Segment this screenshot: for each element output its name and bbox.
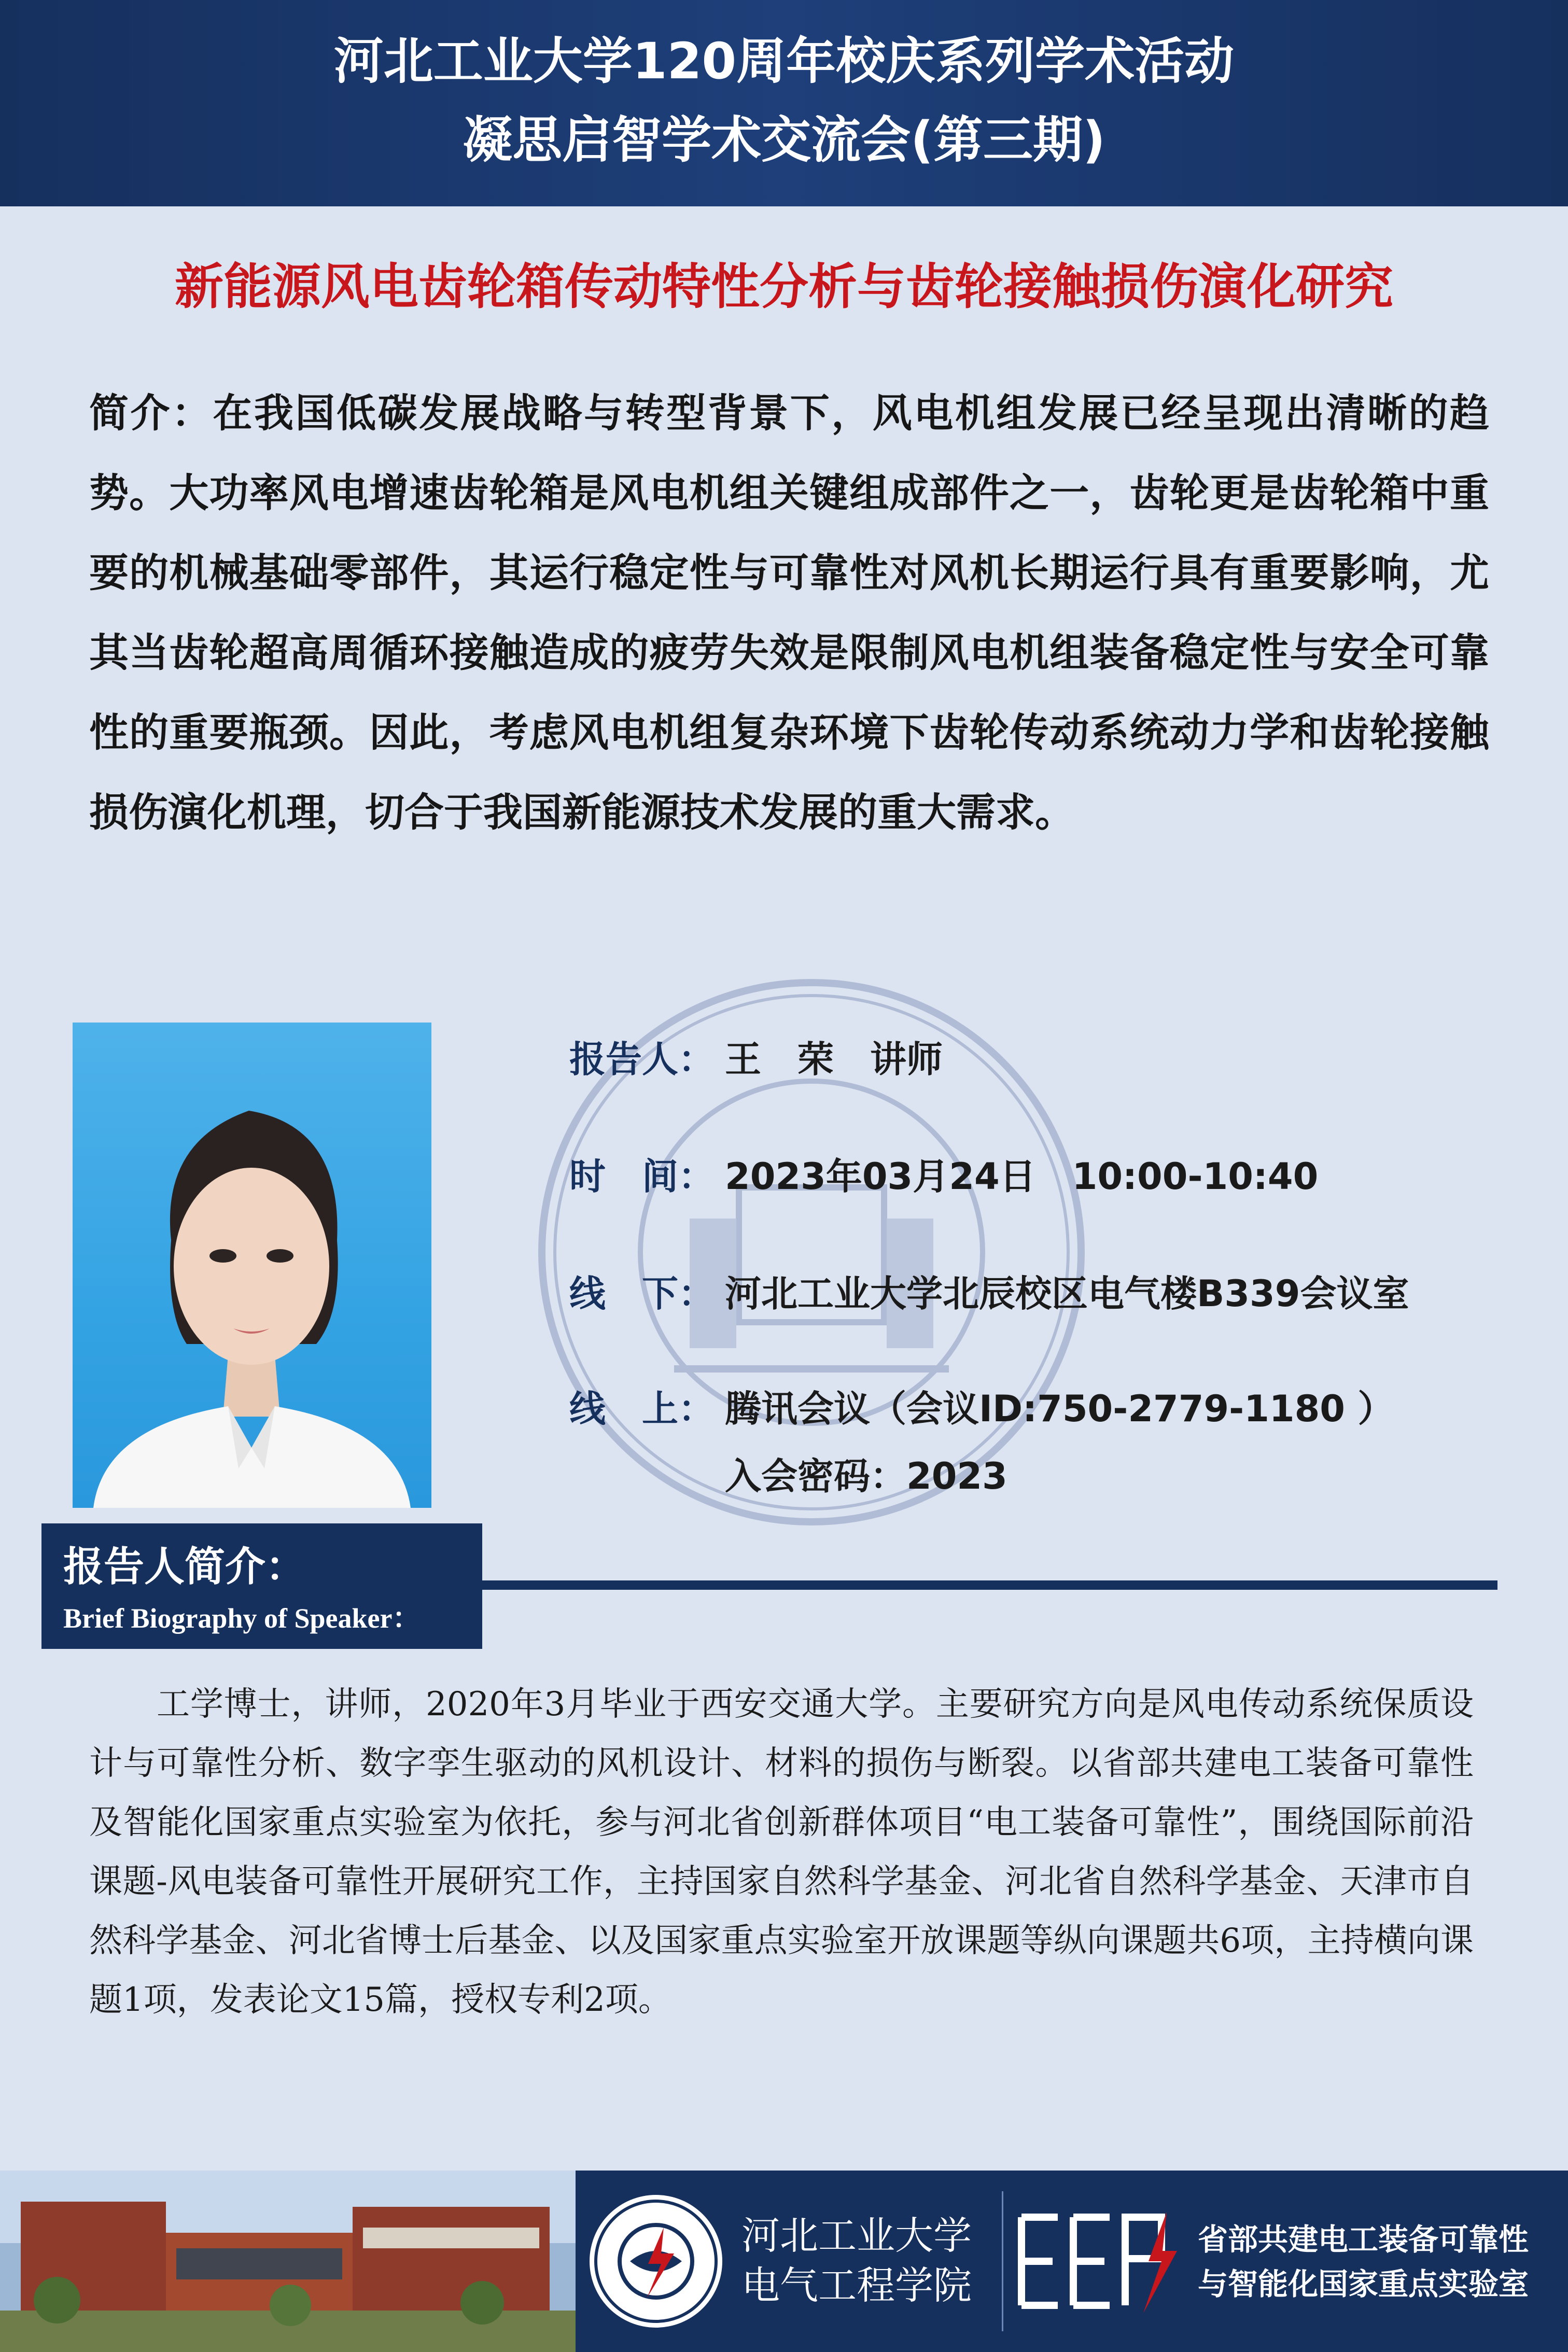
speaker-photo (73, 1023, 431, 1508)
time-value: 2023年03月24日 10:00-10:40 (725, 1155, 1319, 1198)
meeting-password: 入会密码：2023 (725, 1455, 1007, 1497)
bio-heading-tab (41, 1523, 482, 1649)
offline-label: 线 下： (569, 1272, 715, 1315)
speaker-value: 王 荣 讲师 (725, 1038, 943, 1081)
event-series-title: 河北工业大学120周年校庆系列学术活动 (333, 32, 1235, 90)
event-title: 凝思启智学术交流会(第三期) (463, 111, 1105, 169)
info-speaker (569, 1036, 1503, 1083)
college-name-line2: 电气工程学院 (741, 2263, 972, 2308)
info-time (569, 1153, 1503, 1200)
bio-divider (482, 1580, 1497, 1590)
footer-divider (1002, 2191, 1003, 2331)
info-offline (569, 1270, 1503, 1317)
college-name-line1: 河北工业大学 (741, 2214, 972, 2258)
lab-name-line1: 省部共建电工装备可靠性 (1198, 2222, 1529, 2257)
speaker-label: 报告人： (569, 1038, 715, 1081)
footer-banner (0, 2171, 1568, 2352)
lab-name (1198, 2217, 1529, 2306)
online-label: 线 上： (569, 1388, 715, 1430)
eer-lab-logo-icon (1011, 2202, 1182, 2321)
bio-heading-en: Brief Biography of Speaker： (63, 1603, 421, 1634)
speaker-bio: 工学博士，讲师，2020年3月毕业于西安交通大学。主要研究方向是风电传动系统保质设计与可靠性分析、数字孪生驱动的风机设计、材料的损伤与断裂。以省部共建电工装备可靠性及智能化国家重点实验室为依托，参与河北省创新群体项目“电工装备可靠性”，围绕国际前沿课题-风电装备可靠性开展研究工作，主持国家自然科学基金、河北省自然科学基金、天津市自然科学基金、河北省博士后基金、以及国家重点实验室开放课题等纵向课题共6项，主持横向课题1项，发表论文15篇，授权专利2项。 (89, 1685, 1474, 2019)
offline-value: 河北工业大学北辰校区电气楼B339会议室 (725, 1272, 1409, 1315)
talk-title: 新能源风电齿轮箱传动特性分析与齿轮接触损伤演化研究 (174, 259, 1393, 315)
time-label: 时 间： (569, 1155, 715, 1198)
bio-heading-zh: 报告人简介： (63, 1544, 306, 1590)
campus-building-image (0, 2171, 576, 2352)
college-name (741, 2211, 972, 2311)
lab-name-line2: 与智能化国家重点实验室 (1198, 2266, 1529, 2302)
info-password (569, 1453, 1503, 1500)
header-banner (0, 0, 1568, 206)
talk-intro: 简介：在我国低碳发展战略与转型背景下，风电机组发展已经呈现出清晰的趋势。大功率风电增速齿轮箱是风电机组关键组成部件之一，齿轮更是齿轮箱中重要的机械基础零部件，其运行稳定性与可靠性对风机长期运行具有重要影响，尤其当齿轮超高周循环接触造成的疲劳失效是限制风电机组装备稳定性与安全可靠性的重要瓶颈。因此，考虑风电机组复杂环境下齿轮传动系统动力学和齿轮接触损伤演化机理，切合于我国新能源技术发展的重大需求。 (89, 390, 1489, 835)
online-value: 腾讯会议（会议ID:750-2779-1180 ） (725, 1388, 1394, 1430)
college-emblem-icon (586, 2191, 726, 2331)
info-online (569, 1385, 1503, 1432)
